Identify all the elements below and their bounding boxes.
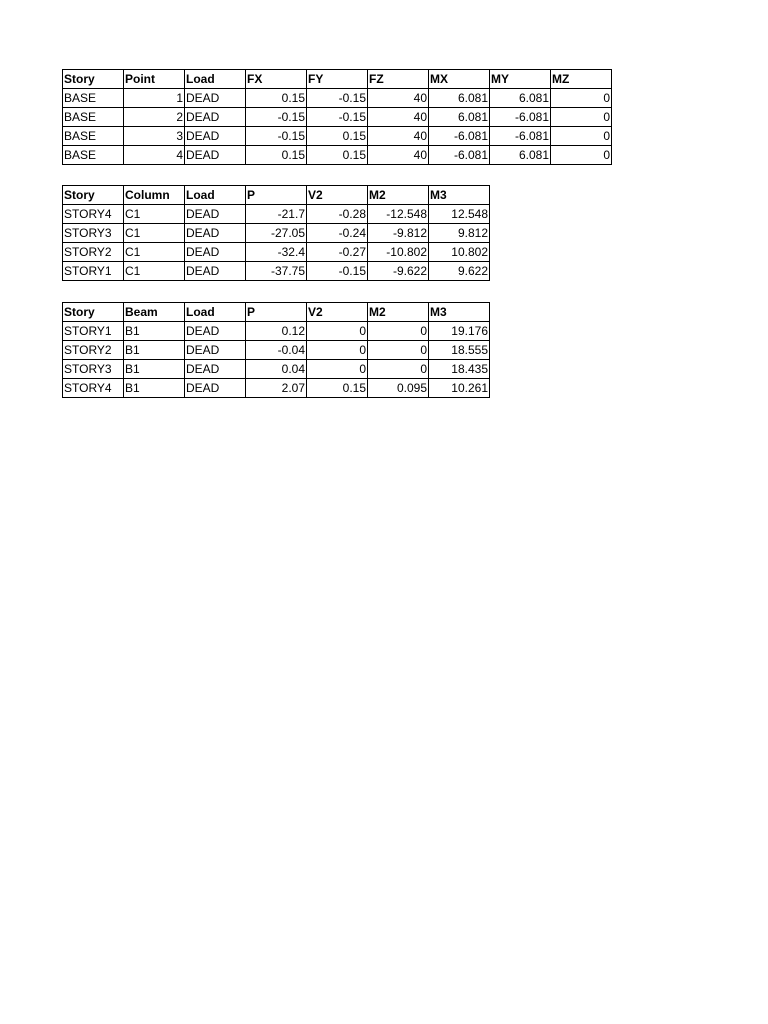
table-cell: STORY4 xyxy=(63,379,124,398)
table-row xyxy=(63,243,490,262)
table-cell: 2 xyxy=(124,108,185,127)
table-cell: 0 xyxy=(551,127,612,146)
column-header: Point xyxy=(124,70,185,89)
table-cell: 2.07 xyxy=(246,379,307,398)
table-cell: 19.176 xyxy=(429,322,490,341)
column-header: FX xyxy=(246,70,307,89)
table-cell: DEAD xyxy=(185,146,246,165)
column-header: P xyxy=(246,186,307,205)
table-cell: 4 xyxy=(124,146,185,165)
table-cell: -12.548 xyxy=(368,205,429,224)
table-row xyxy=(63,379,490,398)
column-header: Beam xyxy=(124,303,185,322)
table-cell: 6.081 xyxy=(429,89,490,108)
table-cell: DEAD xyxy=(185,262,246,281)
table-cell: 0.15 xyxy=(246,146,307,165)
table-cell: BASE xyxy=(63,108,124,127)
column-header: Load xyxy=(185,70,246,89)
column-header: M3 xyxy=(429,303,490,322)
table-cell: B1 xyxy=(124,379,185,398)
table-cell: 0.12 xyxy=(246,322,307,341)
table-cell: -0.15 xyxy=(307,262,368,281)
table-cell: 9.622 xyxy=(429,262,490,281)
table-cell: DEAD xyxy=(185,341,246,360)
table-cell: STORY3 xyxy=(63,224,124,243)
table-row xyxy=(63,341,490,360)
table-cell: 12.548 xyxy=(429,205,490,224)
table-cell: 0.15 xyxy=(307,379,368,398)
header-row xyxy=(63,303,490,322)
table-cell: DEAD xyxy=(185,379,246,398)
table-cell: 6.081 xyxy=(429,108,490,127)
table-cell: 0 xyxy=(368,322,429,341)
table-cell: DEAD xyxy=(185,89,246,108)
table-cell: -0.15 xyxy=(246,108,307,127)
table-cell: -37.75 xyxy=(246,262,307,281)
table-row xyxy=(63,262,490,281)
table-cell: STORY2 xyxy=(63,243,124,262)
table-row xyxy=(63,205,490,224)
table-cell: -10.802 xyxy=(368,243,429,262)
header-row xyxy=(63,70,612,89)
table-cell: -27.05 xyxy=(246,224,307,243)
table-cell: 0 xyxy=(307,341,368,360)
table-cell: DEAD xyxy=(185,127,246,146)
table-cell: 0 xyxy=(551,146,612,165)
table-cell: BASE xyxy=(63,127,124,146)
column-header: Load xyxy=(185,186,246,205)
table-cell: C1 xyxy=(124,243,185,262)
table-cell: B1 xyxy=(124,341,185,360)
table-cell: 0.04 xyxy=(246,360,307,379)
table-cell: B1 xyxy=(124,322,185,341)
table-cell: 18.555 xyxy=(429,341,490,360)
table-cell: -6.081 xyxy=(490,127,551,146)
table-cell: BASE xyxy=(63,146,124,165)
table-cell: -0.15 xyxy=(246,127,307,146)
table-cell: 9.812 xyxy=(429,224,490,243)
table-cell: BASE xyxy=(63,89,124,108)
column-header: MZ xyxy=(551,70,612,89)
column-header: P xyxy=(246,303,307,322)
table-cell: 0.15 xyxy=(307,146,368,165)
table-cell: -9.622 xyxy=(368,262,429,281)
table-row xyxy=(63,89,612,108)
column-header: MY xyxy=(490,70,551,89)
table-row xyxy=(63,360,490,379)
table-cell: 0 xyxy=(307,360,368,379)
table-cell: 10.261 xyxy=(429,379,490,398)
column-header: FZ xyxy=(368,70,429,89)
table-cell: -32.4 xyxy=(246,243,307,262)
table-cell: 0 xyxy=(307,322,368,341)
table-cell: 0 xyxy=(368,360,429,379)
table-cell: -9.812 xyxy=(368,224,429,243)
table-cell: DEAD xyxy=(185,224,246,243)
table-cell: STORY3 xyxy=(63,360,124,379)
table-cell: -0.28 xyxy=(307,205,368,224)
table-row xyxy=(63,322,490,341)
table-cell: -0.27 xyxy=(307,243,368,262)
column-header: V2 xyxy=(307,186,368,205)
table-cell: 0 xyxy=(551,108,612,127)
table-cell: 10.802 xyxy=(429,243,490,262)
table-cell: C1 xyxy=(124,224,185,243)
table-cell: 0.095 xyxy=(368,379,429,398)
table-row xyxy=(63,108,612,127)
beam-forces-table xyxy=(62,302,490,398)
table-cell: -0.15 xyxy=(307,89,368,108)
table-cell: 40 xyxy=(368,108,429,127)
table-cell: 0.15 xyxy=(307,127,368,146)
column-header: FY xyxy=(307,70,368,89)
table-cell: C1 xyxy=(124,262,185,281)
table-cell: -0.15 xyxy=(307,108,368,127)
table-cell: DEAD xyxy=(185,360,246,379)
column-header: Column xyxy=(124,186,185,205)
table-cell: -0.04 xyxy=(246,341,307,360)
table-cell: 6.081 xyxy=(490,89,551,108)
column-header: Story xyxy=(63,186,124,205)
table-cell: 0 xyxy=(551,89,612,108)
table-cell: 6.081 xyxy=(490,146,551,165)
column-header: M3 xyxy=(429,186,490,205)
table-cell: B1 xyxy=(124,360,185,379)
table-cell: 1 xyxy=(124,89,185,108)
column-forces-table xyxy=(62,185,490,281)
table-cell: 40 xyxy=(368,89,429,108)
table-cell: -6.081 xyxy=(429,146,490,165)
column-header: MX xyxy=(429,70,490,89)
table-cell: -0.24 xyxy=(307,224,368,243)
column-header: M2 xyxy=(368,186,429,205)
table-cell: STORY1 xyxy=(63,322,124,341)
table-cell: STORY2 xyxy=(63,341,124,360)
joint-reactions-table xyxy=(62,69,612,165)
column-header: Story xyxy=(63,303,124,322)
table-cell: STORY1 xyxy=(63,262,124,281)
table-cell: DEAD xyxy=(185,243,246,262)
table-cell: C1 xyxy=(124,205,185,224)
table-cell: -21.7 xyxy=(246,205,307,224)
table-cell: -6.081 xyxy=(490,108,551,127)
table-row xyxy=(63,224,490,243)
header-row xyxy=(63,186,490,205)
table-cell: 0 xyxy=(368,341,429,360)
column-header: M2 xyxy=(368,303,429,322)
table-cell: 0.15 xyxy=(246,89,307,108)
table-cell: 40 xyxy=(368,146,429,165)
table-cell: DEAD xyxy=(185,205,246,224)
table-cell: STORY4 xyxy=(63,205,124,224)
column-header: Story xyxy=(63,70,124,89)
table-row xyxy=(63,146,612,165)
table-cell: 40 xyxy=(368,127,429,146)
table-row xyxy=(63,127,612,146)
table-cell: DEAD xyxy=(185,108,246,127)
table-cell: -6.081 xyxy=(429,127,490,146)
table-cell: 3 xyxy=(124,127,185,146)
column-header: Load xyxy=(185,303,246,322)
table-cell: 18.435 xyxy=(429,360,490,379)
column-header: V2 xyxy=(307,303,368,322)
table-cell: DEAD xyxy=(185,322,246,341)
